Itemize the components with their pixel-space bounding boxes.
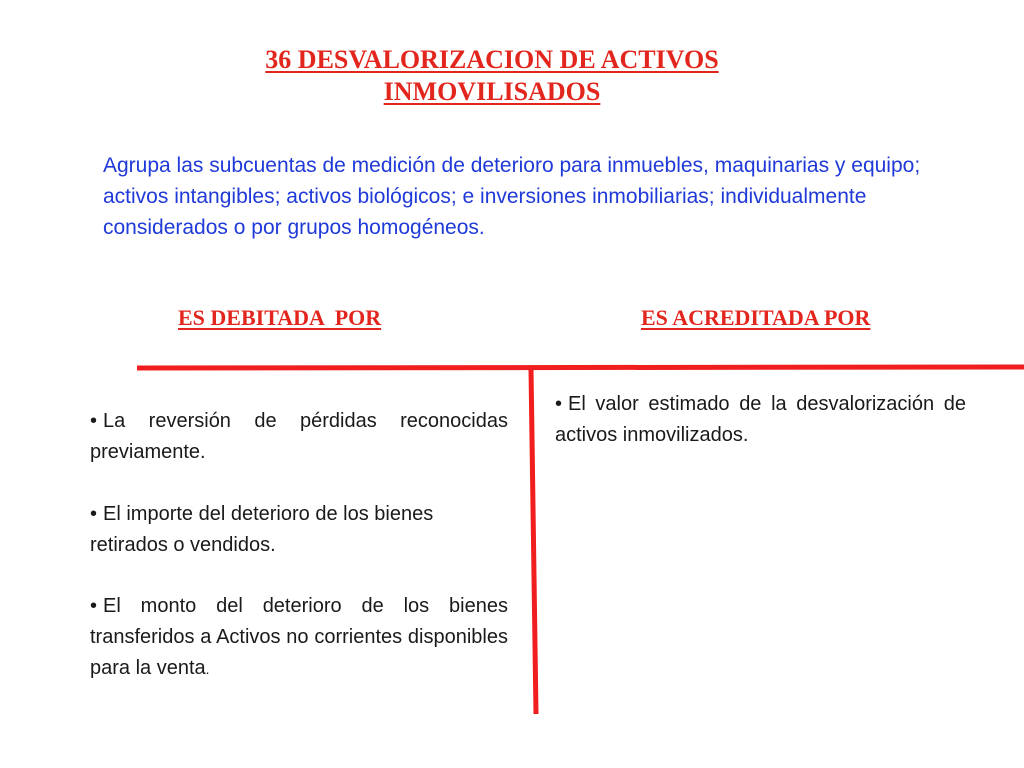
t-account-vertical-line — [531, 369, 536, 714]
credit-item — [555, 389, 966, 451]
debit-item-text: El monto del deterioro de los bienes transferidos a Activos no corrientes disponibles para la venta — [90, 595, 508, 679]
debit-item-end-period: . — [205, 661, 210, 677]
title-line-1: 36 DESVALORIZACION DE ACTIVOS — [265, 45, 719, 74]
t-account-horizontal-line — [137, 367, 1024, 368]
debit-item-text: El importe del deterioro de los bienes retirados o vendidos. — [90, 503, 434, 556]
debit-item — [90, 406, 508, 468]
credit-heading: ES ACREDITADA POR — [641, 305, 871, 330]
bullet-icon: • — [90, 595, 98, 617]
title-line-2: INMOVILISADOS — [383, 77, 601, 106]
debit-item-text: La reversión de pérdidas reconocidas previamente. — [90, 410, 508, 463]
bullet-icon: • — [90, 410, 98, 432]
debit-item — [90, 499, 508, 561]
debit-heading: ES DEBITADA POR — [178, 305, 382, 330]
account-description: Agrupa las subcuentas de medición de deterioro para inmuebles, maquinarias y equipo; activos intangibles; activos biológicos; e inversiones inmobiliarias; individualmente considerados o por grupos homogéneos. — [103, 154, 921, 239]
debit-item — [90, 591, 508, 685]
bullet-icon: • — [90, 503, 98, 525]
credit-item-text: El valor estimado de la desvalorización de activos inmovilizados. — [555, 393, 966, 446]
bullet-icon: • — [555, 393, 563, 415]
